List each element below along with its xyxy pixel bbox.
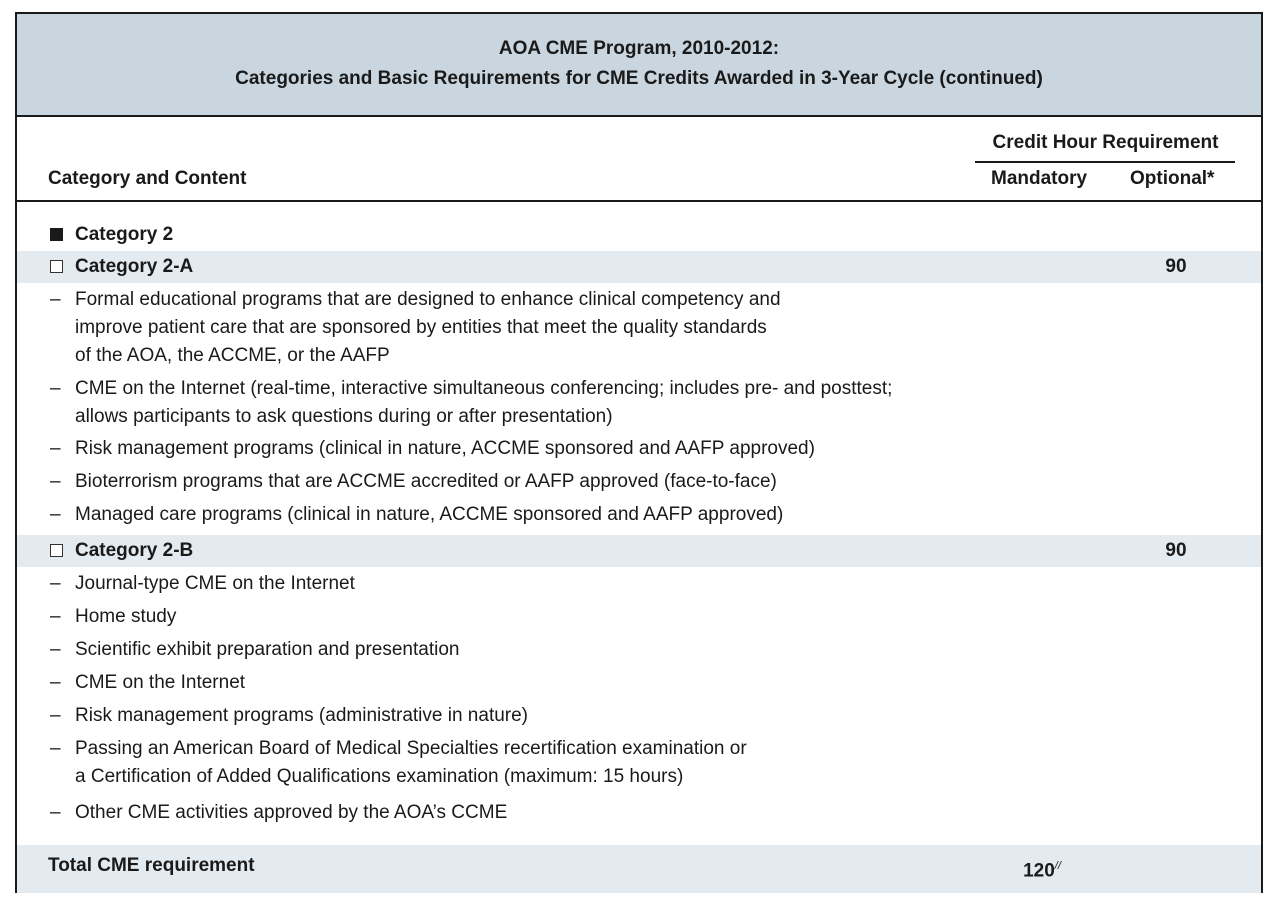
dash-icon: – [50,471,61,492]
dash-icon: – [50,606,61,627]
total-mandatory-number: 120 [1023,860,1055,882]
credit-header-rule [975,161,1235,163]
dash-icon: – [50,573,61,594]
open-square-icon [50,544,63,557]
list-item-line: Scientific exhibit preparation and presentation [75,639,460,660]
category-2a-label: Category 2-A [75,256,194,277]
list-item [17,669,1261,697]
title-line-1: AOA CME Program, 2010-2012: [498,38,780,59]
list-item-line: Risk management programs (clinical in nature, ACCME sponsored and AAFP approved) [75,438,815,459]
list-item [17,501,1261,529]
list-item-line: Bioterrorism programs that are ACCME accredited or AAFP approved (face-to-face) [75,471,777,492]
dash-icon: – [50,438,61,459]
list-item-line: CME on the Internet [75,672,246,693]
list-item-line: improve patient care that are sponsored by entities that meet the quality standards [75,317,767,338]
header-rule [17,200,1261,202]
list-item [17,286,1261,370]
dash-icon: – [50,289,61,310]
list-item-line: Home study [75,606,177,627]
list-item [17,702,1261,730]
credit-hour-requirement-header: Credit Hour Requirement [992,132,1219,153]
list-item [17,603,1261,631]
category-column-header: Category and Content [48,168,247,189]
list-item-line: a Certification of Added Qualifications examination (maximum: 15 hours) [75,766,684,787]
dash-icon: – [50,705,61,726]
category-2a-optional-value: 90 [1165,256,1187,277]
dash-icon: – [50,802,61,823]
total-mandatory-value [1002,852,1082,885]
list-item [17,375,1261,431]
category-2b-label: Category 2-B [75,540,194,561]
dash-icon: – [50,504,61,525]
dash-icon: – [50,738,61,759]
filled-square-icon [50,228,63,241]
list-item-line: Risk management programs (administrative in nature) [75,705,529,726]
list-item [17,570,1261,598]
list-item-line: of the AOA, the ACCME, or the AAFP [75,345,390,366]
total-row [17,845,1261,893]
optional-column-header: Optional* [1130,168,1215,189]
list-item-line: Journal-type CME on the Internet [75,573,355,594]
dash-icon: – [50,639,61,660]
category-2-row [17,219,1261,251]
total-label: Total CME requirement [48,855,255,876]
category-2a-row [17,251,1261,283]
list-item [17,636,1261,664]
list-item [17,435,1261,463]
list-item [17,468,1261,496]
list-item [17,799,1261,827]
list-item-line: Formal educational programs that are designed to enhance clinical competency and [75,289,781,310]
dash-icon: – [50,378,61,399]
list-item-line: Passing an American Board of Medical Specialties recertification examination or [75,738,747,759]
open-square-icon [50,260,63,273]
list-item-line: allows participants to ask questions during or after presentation) [75,406,613,427]
dash-icon: – [50,672,61,693]
list-item-line: Managed care programs (clinical in nature, ACCME sponsored and AAFP approved) [75,504,784,525]
category-2-label: Category 2 [75,224,174,245]
category-2b-optional-value: 90 [1165,540,1187,561]
list-item-line: Other CME activities approved by the AOA’s CCME [75,802,508,823]
table-frame [15,12,1263,893]
category-2b-row [17,535,1261,567]
list-item [17,735,1261,791]
table-title [17,14,1261,117]
title-line-2: Categories and Basic Requirements for CME Credits Awarded in 3-Year Cycle (continued) [235,68,1043,89]
list-item-line: CME on the Internet (real-time, interactive simultaneous conferencing; includes pre- and posttest; [75,378,893,399]
footnote-mark: // [1054,860,1061,872]
mandatory-column-header: Mandatory [991,168,1088,189]
